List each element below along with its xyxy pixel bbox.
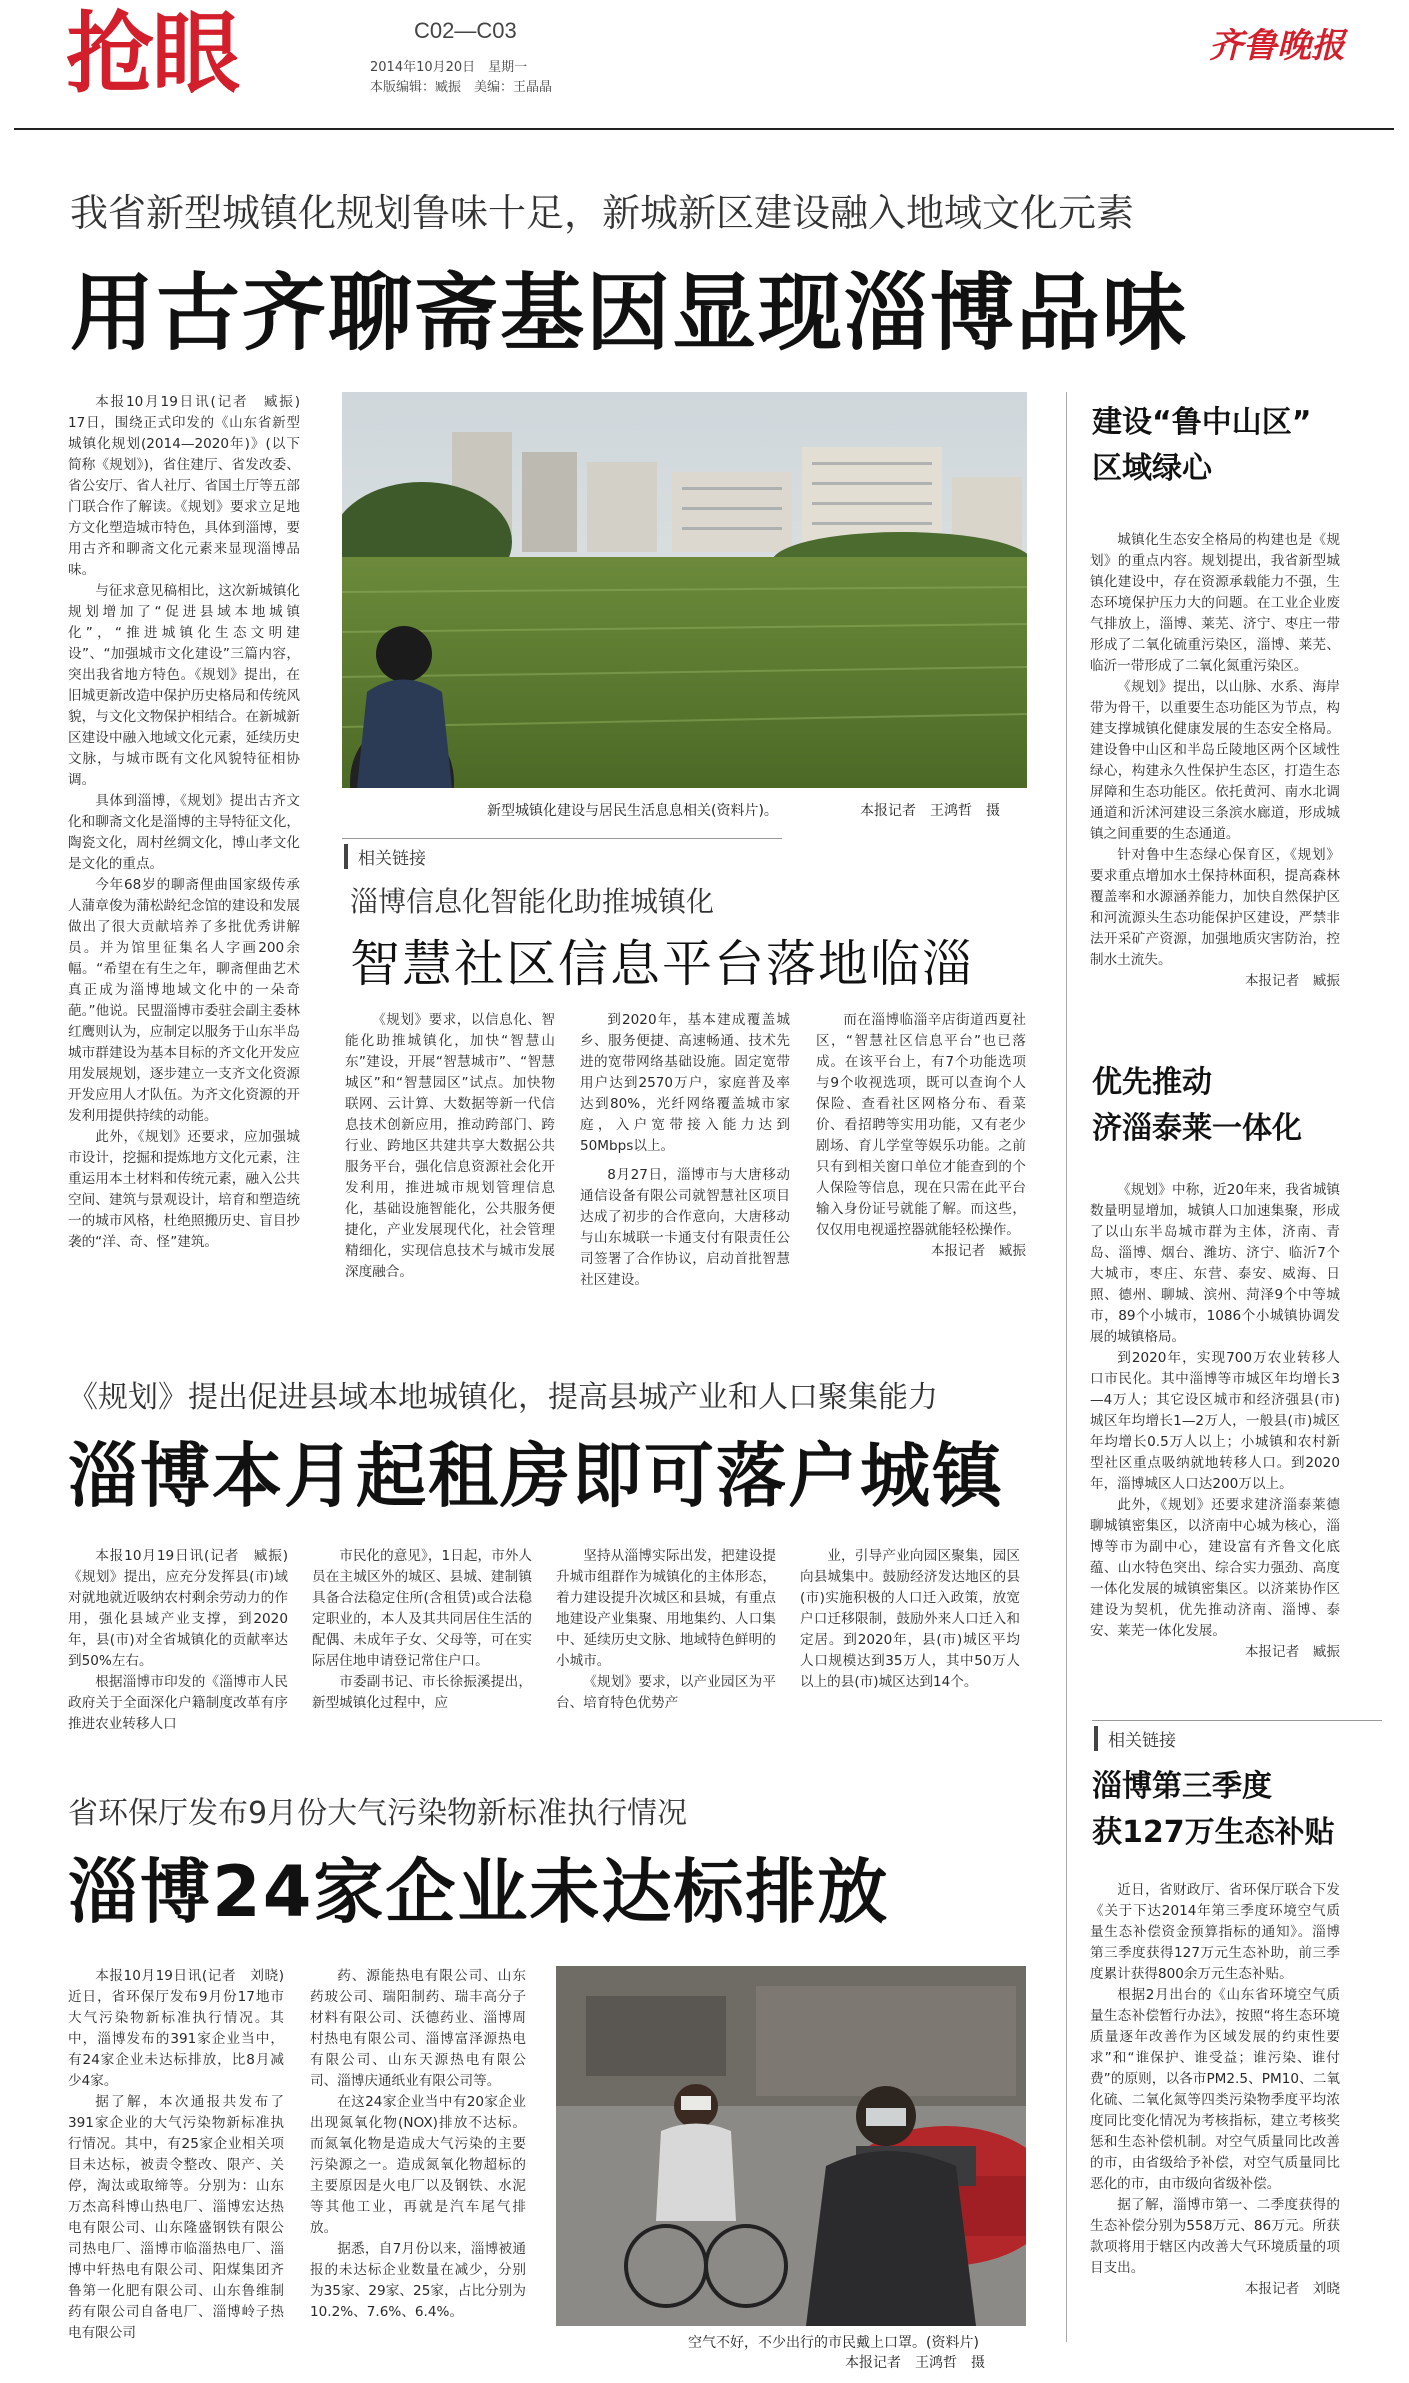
paragraph: 据悉，自7月份以来，淄博被通报的未达标企业数量在减少，分别为35家、29家、25家，占比分别为10.2%、7.6%、6.4%。 bbox=[310, 2241, 526, 2320]
paragraph: 根据淄博市印发的《淄博市人民政府关于全面深化户籍制度改革有序推进农业转移人口 bbox=[68, 1674, 288, 1732]
byline: 本报记者 臧振 bbox=[1244, 973, 1340, 989]
paragraph: 市民化的意见》，1日起，市外人员在主城区外的城区、县城、建制镇具备合法稳定住所(含租赁)或合法稳定职业的，本人及其共同居住生活的配偶、未成年子女、父母等，可在实际居住地申请登记常住户口。 bbox=[312, 1548, 532, 1669]
sidebar3-body bbox=[1090, 1880, 1340, 2300]
story3-photo-credit: 本报记者 王鸿哲 摄 bbox=[845, 2355, 985, 2371]
sidebar-divider bbox=[1066, 392, 1067, 2342]
paragraph: 据了解，本次通报共发布了391家企业的大气污染物新标准执行情况。其中，有25家企业相关项目未达标，被责令整改、限产、关停，淘汰或取缔等。分别为：山东万杰高科博山热电厂、淄博宏达热电有限公司、山东隆盛钢铁有限公司热电厂、淄博市临淄热电厂、淄博中轩热电有限公司、阳煤集团齐鲁第一化肥有限公司、山东鲁维制药有限公司自备电厂、淄博岭子热电有限公司 bbox=[68, 2094, 284, 2341]
story2-column-1 bbox=[68, 1546, 302, 1735]
paragraph: 本报10月19日讯(记者 臧振) 17日，围绕正式印发的《山东省新型城镇化规划(2014—2020年)》(以下简称《规划》)，省住建厅、省发改委、省公安厅、省人社厅、省国土厅等五部门联合作了解读。《规划》要求立足地方文化塑造城市特色，具体到淄博，要用古齐和聊斋文化元素来显现淄博品味。 bbox=[68, 394, 314, 578]
paragraph: 针对鲁中生态绿心保育区，《规划》要求重点增加水土保持林面积，提高森林覆盖率和水源涵养能力，加快自然保护区和河流源头生态功能保护区建设，严禁非法开采矿产资源，加强地质灾害防治，控制水土流失。 bbox=[1090, 847, 1340, 968]
headline-line: 济淄泰莱一体化 bbox=[1092, 1111, 1302, 1146]
paragraph: 今年68岁的聊斋俚曲国家级传承人蒲章俊为蒲松龄纪念馆的建设和发展做出了很大贡献培养了多批优秀讲解员。并为馆里征集名人字画200余幅。“希望在有生之年，聊斋俚曲艺术真正成为淄博地域文化中的一朵奇葩。”他说。民盟淄博市委驻会副主委林红鹰则认为，应制定以服务于山东半岛城市群建设为基本目标的齐文化开发应用发展规划，逐步建立一支齐文化资源开发应用人才队伍。为齐文化资源的开发利用提供持续的动能。 bbox=[68, 877, 300, 1124]
related-column-3 bbox=[816, 1010, 1026, 1262]
paragraph: 坚持从淄博实际出发，把建设提升城市组群作为城镇化的主体形态，着力建设提升次城区和县城，有重点地建设产业集聚、用地集约、人口集中、延续历史文脉、地域特色鲜明的小城市。 bbox=[556, 1548, 776, 1669]
story2-kicker: 《规划》提出促进县域本地城镇化，提高县城产业和人口聚集能力 bbox=[68, 1380, 938, 1415]
main-headline: 用古齐聊斋基因显现淄博品味 bbox=[70, 264, 1189, 362]
paragraph: 本报10月19日讯(记者 臧振) 《规划》提出，应充分发挥县(市)域对就地就近吸纳农村剩余劳动力的作用，强化县域产业支撑，到2020年，县(市)对全省城镇化的贡献率达到50%左右。 bbox=[68, 1548, 302, 1669]
paragraph: 在这24家企业当中有20家企业出现氮氧化物(NOX)排放不达标。而氮氧化物是造成大气污染的主要污染源之一。造成氮氧化物超标的主要原因是火电厂以及钢铁、水泥等其他工业，再就是汽车尾气排放。 bbox=[310, 2094, 526, 2236]
date-line: 2014年10月20日 星期一 bbox=[370, 60, 528, 75]
main-photo bbox=[342, 392, 1027, 788]
story3-photo bbox=[556, 1966, 1026, 2326]
paragraph: 此外，《规划》还要求，应加强城市设计，挖掘和提炼地方文化元素，注重运用本土材料和传统元素，融入公共空间、建筑与景观设计，培育和塑造统一的城市风格，杜绝照搬历史、盲目抄袭的“洋、奇、怪”建筑。 bbox=[68, 1129, 300, 1250]
paragraph: 到2020年，实现700万农业转移人口市民化。其中淄博等市城区年均增长3—4万人；其它设区城市和经济强县(市)城区年均增长1—2万人，一般县(市)城区年均增长0.5万人以上；小城镇和农村新型社区重点吸纳就地转移人口。到2020年，淄博城区人口达200万以上。 bbox=[1090, 1350, 1340, 1492]
main-kicker: 我省新型城镇化规划鲁味十足，新城新区建设融入地域文化元素 bbox=[70, 191, 1135, 235]
main-left-column bbox=[68, 392, 314, 1253]
related-column-2 bbox=[580, 1010, 790, 1291]
headline-line: 区域绿心 bbox=[1092, 451, 1212, 486]
paragraph: 药、源能热电有限公司、山东药玻公司、瑞阳制药、瑞丰高分子材料有限公司、沃德药业、淄博周村热电有限公司、淄博富泽源热电有限公司、山东天源热电有限公司、淄博庆通纸业有限公司等。 bbox=[310, 1968, 526, 2089]
main-photo-credit: 本报记者 王鸿哲 摄 bbox=[860, 803, 1000, 819]
sidebar3-tag: 相关链接 bbox=[1094, 1726, 1176, 1751]
headline-line: 优先推动 bbox=[1092, 1065, 1212, 1100]
sidebar2-body bbox=[1090, 1180, 1340, 1663]
section-title: 抢眼 bbox=[66, 2, 239, 105]
paragraph: 而在淄博临淄辛店街道西夏社区，“智慧社区信息平台”也已落成。在该平台上，有7个功能选项与9个收视选项，既可以查询个人保险、查看社区网格分布、看菜价、看招聘等实用功能，又有老少剧场、育儿学堂等娱乐功能。之前只有到相关窗口单位才能查到的个人保险等信息，现在只需在此平台输入身份证号就能了解。而这些，仅仅用电视遥控器就能轻松操作。 bbox=[816, 1012, 1026, 1238]
related-tag: 相关链接 bbox=[344, 844, 426, 869]
paragraph: 《规划》要求，以信息化、智能化助推城镇化，加快“智慧山东”建设，开展“智慧城市”、“智慧城区”和“智慧园区”试点。加快物联网、云计算、大数据等新一代信息技术创新应用，推动跨部门、跨行业、跨地区共建共享大数据公共服务平台，强化信息资源社会化开发利用，推进城市规划管理信息化，基础设施智能化，公共服务便捷化，产业发展现代化，社会管理精细化，实现信息技术与城市发展深度融合。 bbox=[345, 1012, 555, 1280]
newspaper-logo: 齐鲁晚报 bbox=[1209, 26, 1345, 66]
related-column-1 bbox=[345, 1010, 555, 1283]
sidebar1-headline bbox=[1092, 400, 1311, 492]
story3-column-2 bbox=[310, 1966, 526, 2323]
street-masks-illustration bbox=[556, 1966, 1026, 2326]
paragraph: 到2020年，基本建成覆盖城乡、服务便捷、高速畅通、技术先进的宽带网络基础设施。固定宽带用户达到2570万户，家庭普及率达到80%，光纤网络覆盖城市家庭，入户宽带接入能力达到50Mbps以上。 bbox=[580, 1012, 790, 1154]
paragraph: 本报10月19日讯(记者 刘晓) 近日，省环保厅发布9月份17地市大气污染物新标准执行情况。其中，淄博发布的391家企业当中，有24家企业未达标排放，比8月减少4家。 bbox=[68, 1968, 298, 2089]
story2-column-4 bbox=[800, 1546, 1020, 1693]
paragraph: 8月27日，淄博市与大唐移动通信设备有限公司就智慧社区项目达成了初步的合作意向，大唐移动与山东城联一卡通支付有限责任公司签署了合作协议，启动首批智慧社区建设。 bbox=[580, 1167, 790, 1288]
header-rule bbox=[14, 128, 1394, 130]
story2-headline: 淄博本月起租房即可落户城镇 bbox=[68, 1435, 1004, 1517]
story2-column-2 bbox=[312, 1546, 532, 1714]
paragraph: 与征求意见稿相比，这次新城镇化规划增加了“促进县域本地城镇化”，“推进城镇化生态文明建设”、“加强城市文化建设”三篇内容，突出我省地方特色。《规划》提出，在旧城更新改造中保护历史格局和传统风貌，与文化文物保护相结合。在新城新区建设中融入地域文化元素，延续历史文脉，与城市既有文化风貌特征相协调。 bbox=[68, 583, 300, 788]
paragraph: 《规划》中称，近20年来，我省城镇数量明显增加，城镇人口加速集聚，形成了以山东半岛城市群为主体，济南、青岛、淄博、烟台、潍坊、济宁、临沂7个大城市，枣庄、东营、泰安、威海、日照、德州、聊城、滨州、菏泽9个中等城市，89个小城市，1086个小城镇协调发展的城镇格局。 bbox=[1090, 1182, 1340, 1345]
page-code: C02—C03 bbox=[414, 18, 517, 43]
sidebar1-body bbox=[1090, 530, 1340, 992]
paragraph: 《规划》提出，以山脉、水系、海岸带为骨干，以重要生态功能区为节点，构建支撑城镇化健康发展的生态安全格局。建设鲁中山区和半岛丘陵地区两个区域性绿心，构建永久性保护生态区，打造生态屏障和生态功能区。依托黄河、南水北调通道和沂沭河建设三条滨水廊道，形成城镇之间重要的生态通道。 bbox=[1090, 679, 1340, 842]
page-meta bbox=[370, 58, 552, 98]
story3-photo-caption: 空气不好，不少出行的市民戴上口罩。(资料片) bbox=[688, 2335, 979, 2351]
main-photo-caption: 新型城镇化建设与居民生活息息相关(资料片)。 bbox=[487, 803, 778, 819]
paragraph: 《规划》要求，以产业园区为平台、培育特色优势产 bbox=[556, 1674, 776, 1711]
paragraph: 根据2月出台的《山东省环境空气质量生态补偿暂行办法》，按照“将生态环境质量逐年改善作为区域发展的约束性要求”和“谁保护、谁受益；谁污染、谁付费”的原则，以各市PM2.5、PM10、二氧化硫、二氧化氮等四类污染物季度平均浓度同比变化情况为考核指标，建立考核奖惩和生态补偿机制。对空气质量同比改善的市，由省级给予补偿，对空气质量同比恶化的市，由市级向省级补偿。 bbox=[1090, 1987, 1340, 2192]
editor-line: 本版编辑：臧振 美编：王晶晶 bbox=[370, 80, 553, 95]
headline-line: 获127万生态补贴 bbox=[1092, 1815, 1335, 1850]
paragraph: 城镇化生态安全格局的构建也是《规划》的重点内容。规划提出，我省新型城镇化建设中，存在资源承载能力不强，生态环境保护压力大的问题。在工业企业废气排放上，淄博、莱芜、济宁、枣庄一带形成了二氧化硫重污染区，淄博、莱芜、临沂一带形成了二氧化氮重污染区。 bbox=[1090, 532, 1340, 674]
sidebar3-headline bbox=[1092, 1764, 1335, 1856]
paragraph: 市委副书记、市长徐振溪提出，新型城镇化过程中，应 bbox=[312, 1674, 532, 1711]
story3-column-1 bbox=[68, 1966, 298, 2344]
paragraph: 业，引导产业向园区聚集，园区向县城集中。鼓励经济发达地区的县(市)实施积极的人口迁入政策，放宽户口迁移限制，鼓励外来人口迁入和定居。到2020年，县(市)城区平均人口规模达到35万人，其中50万人以上的县(市)城区达到14个。 bbox=[800, 1548, 1020, 1690]
field-buildings-illustration bbox=[342, 392, 1027, 788]
sidebar3-rule bbox=[1092, 1720, 1382, 1721]
story3-headline: 淄博24家企业未达标排放 bbox=[68, 1851, 890, 1933]
byline: 本报记者 臧振 bbox=[930, 1243, 1026, 1259]
sidebar2-headline bbox=[1092, 1060, 1302, 1152]
paragraph: 此外，《规划》还要求建济淄泰莱德聊城镇密集区，以济南中心城为核心，淄博等市为副中心，建设富有齐鲁文化底蕴、山水特色突出、综合实力强劲、高度一体化发展的城镇密集区。以济莱协作区建设为契机，优先推动济南、淄博、泰安、莱芜一体化发展。 bbox=[1090, 1497, 1340, 1639]
related-rule bbox=[342, 838, 782, 839]
paragraph: 近日，省财政厅、省环保厅联合下发《关于下达2014年第三季度环境空气质量生态补偿资金预算指标的通知》。淄博第三季度获得127万元生态补助，前三季度累计获得800余万元生态补贴。 bbox=[1090, 1882, 1340, 1982]
story3-kicker: 省环保厅发布9月份大气污染物新标准执行情况 bbox=[68, 1796, 688, 1831]
headline-line: 淄博第三季度 bbox=[1092, 1769, 1272, 1804]
related-headline: 智慧社区信息平台落地临淄 bbox=[350, 935, 974, 993]
byline: 本报记者 刘晓 bbox=[1244, 2281, 1340, 2297]
related-kicker: 淄博信息化智能化助推城镇化 bbox=[350, 885, 715, 918]
headline-line: 建设“鲁中山区” bbox=[1092, 405, 1312, 440]
story2-column-3 bbox=[556, 1546, 776, 1714]
paragraph: 具体到淄博，《规划》提出古齐文化和聊斋文化是淄博的主导特征文化，陶瓷文化，周村丝绸文化，博山孝文化是文化的重点。 bbox=[68, 793, 300, 872]
byline: 本报记者 臧振 bbox=[1244, 1644, 1340, 1660]
paragraph: 据了解，淄博市第一、二季度获得的生态补偿分别为558万元、86万元。所获款项将用于辖区内改善大气环境质量的项目支出。 bbox=[1090, 2197, 1340, 2276]
